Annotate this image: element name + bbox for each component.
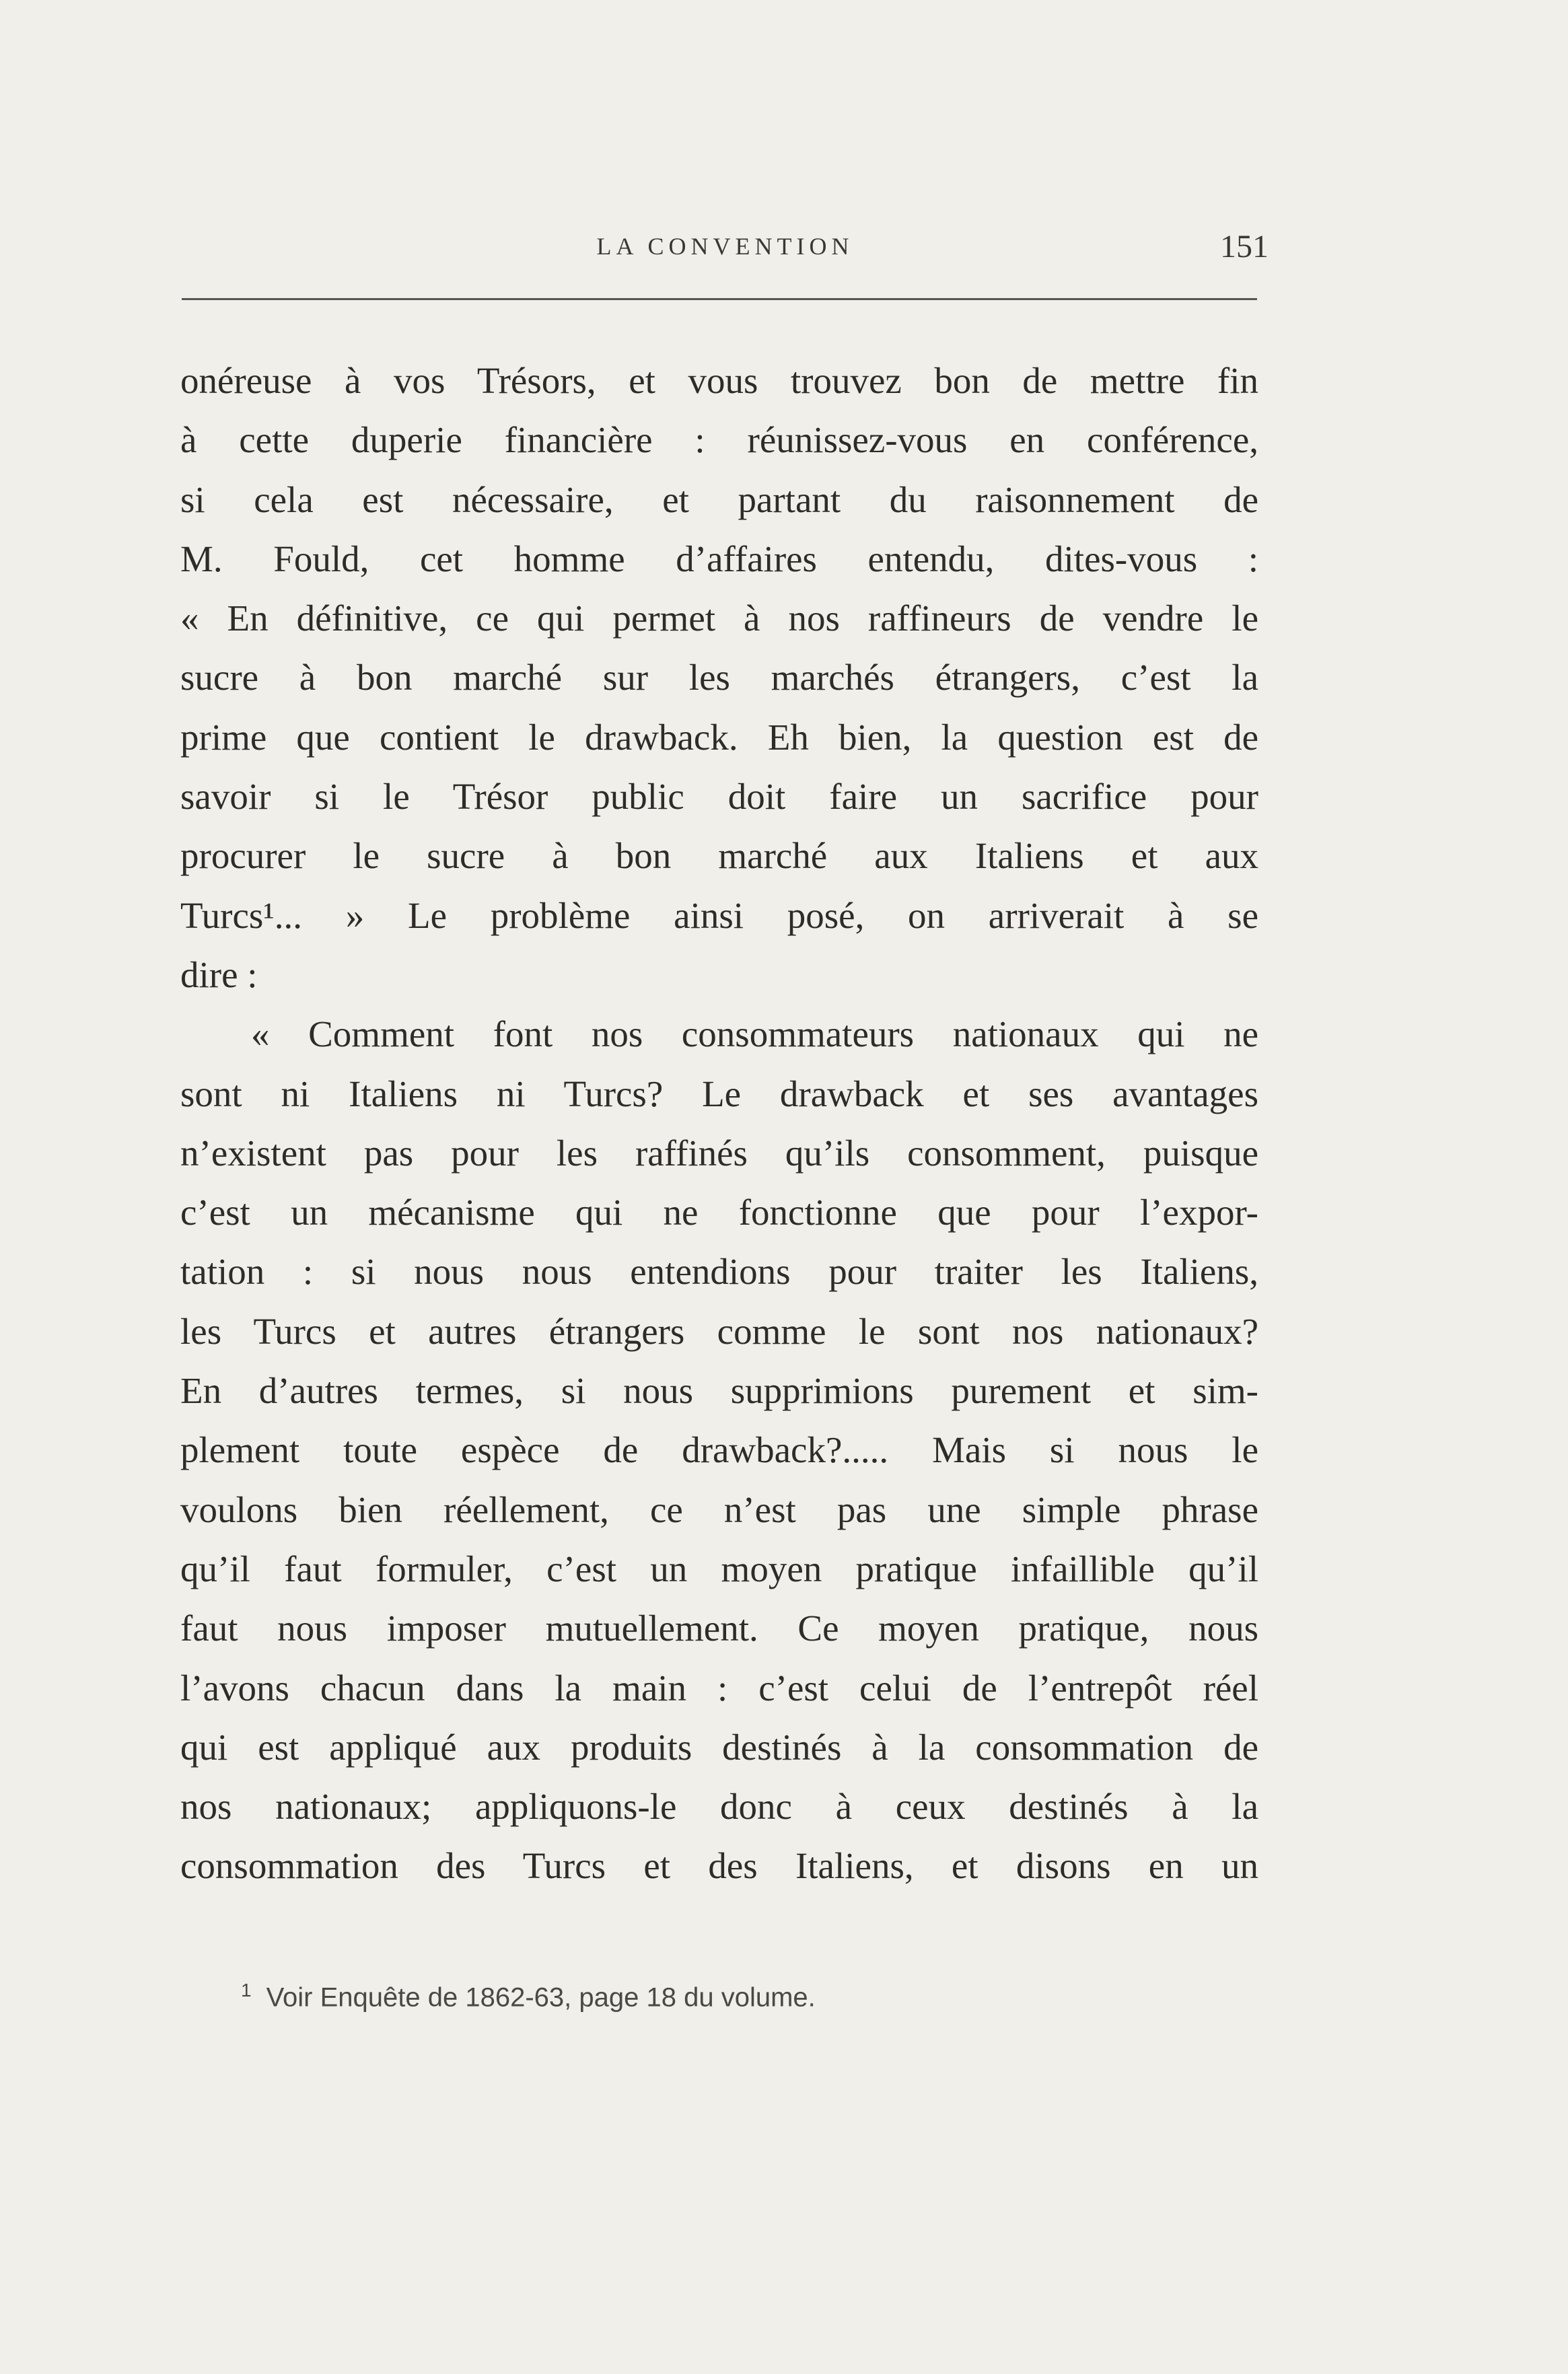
text-line: à cette duperie financière : réunissez-vous en conférence, xyxy=(180,419,1258,461)
text-line: qu’il faut formuler, c’est un moyen pratique infaillible qu’il xyxy=(180,1548,1258,1589)
text-line: M. Fould, cet homme d’affaires entendu, dites-vous : xyxy=(180,538,1258,579)
text-line: plement toute espèce de drawback?..... Mais si nous le xyxy=(180,1429,1258,1471)
page-number: 151 xyxy=(1220,229,1269,264)
running-header xyxy=(182,229,1269,273)
text-line: onéreuse à vos Trésors, et vous trouvez bon de mettre fin xyxy=(180,360,1258,401)
text-line: c’est un mécanisme qui ne fonctionne que pour l’expor- xyxy=(180,1192,1258,1233)
text-line: n’existent pas pour les raffinés qu’ils consomment, puisque xyxy=(180,1132,1258,1174)
text-line: si cela est nécessaire, et partant du raisonnement de xyxy=(180,478,1258,520)
text-line: tation : si nous nous entendions pour traiter les Italiens, xyxy=(180,1251,1258,1293)
running-title: LA CONVENTION xyxy=(596,233,854,260)
text-line: Turcs¹... » Le problème ainsi posé, on arriverait à se xyxy=(180,894,1258,936)
body-text xyxy=(180,351,1258,1896)
text-line: faut nous imposer mutuellement. Ce moyen pratique, nous xyxy=(180,1608,1258,1649)
text-line: sont ni Italiens ni Turcs? Le drawback et ses avantages xyxy=(180,1073,1258,1114)
text-line: voulons bien réellement, ce n’est pas une simple phrase xyxy=(180,1488,1258,1530)
text-line: dire : xyxy=(180,954,258,995)
text-line: savoir si le Trésor public doit faire un sacrifice pour xyxy=(180,776,1258,818)
text-line: procurer le sucre à bon marché aux Italiens et aux xyxy=(180,835,1258,877)
text-line: En d’autres termes, si nous supprimions purement et sim- xyxy=(180,1370,1258,1412)
text-line: « Comment font nos consommateurs nationaux qui ne xyxy=(251,1013,1258,1055)
text-line: les Turcs et autres étrangers comme le sont nos nationaux? xyxy=(180,1310,1258,1352)
text-line: consommation des Turcs et des Italiens, et disons en un xyxy=(180,1845,1258,1887)
text-line: « En définitive, ce qui permet à nos raffineurs de vendre le xyxy=(180,598,1258,639)
text-line: sucre à bon marché sur les marchés étrangers, c’est la xyxy=(180,657,1258,698)
text-line: qui est appliqué aux produits destinés à la consommation de xyxy=(180,1726,1258,1768)
footnote-text: Voir Enquête de 1862-63, page 18 du volume. xyxy=(266,1982,816,2013)
text-line: prime que contient le drawback. Eh bien, la question est de xyxy=(180,716,1258,758)
header-rule xyxy=(182,298,1257,300)
text-line: nos nationaux; appliquons-le donc à ceux destinés à la xyxy=(180,1786,1258,1828)
footnote xyxy=(241,1980,816,2013)
text-line: l’avons chacun dans la main : c’est celui de l’entrepôt réel xyxy=(180,1667,1258,1708)
footnote-marker: 1 xyxy=(241,1980,252,2001)
